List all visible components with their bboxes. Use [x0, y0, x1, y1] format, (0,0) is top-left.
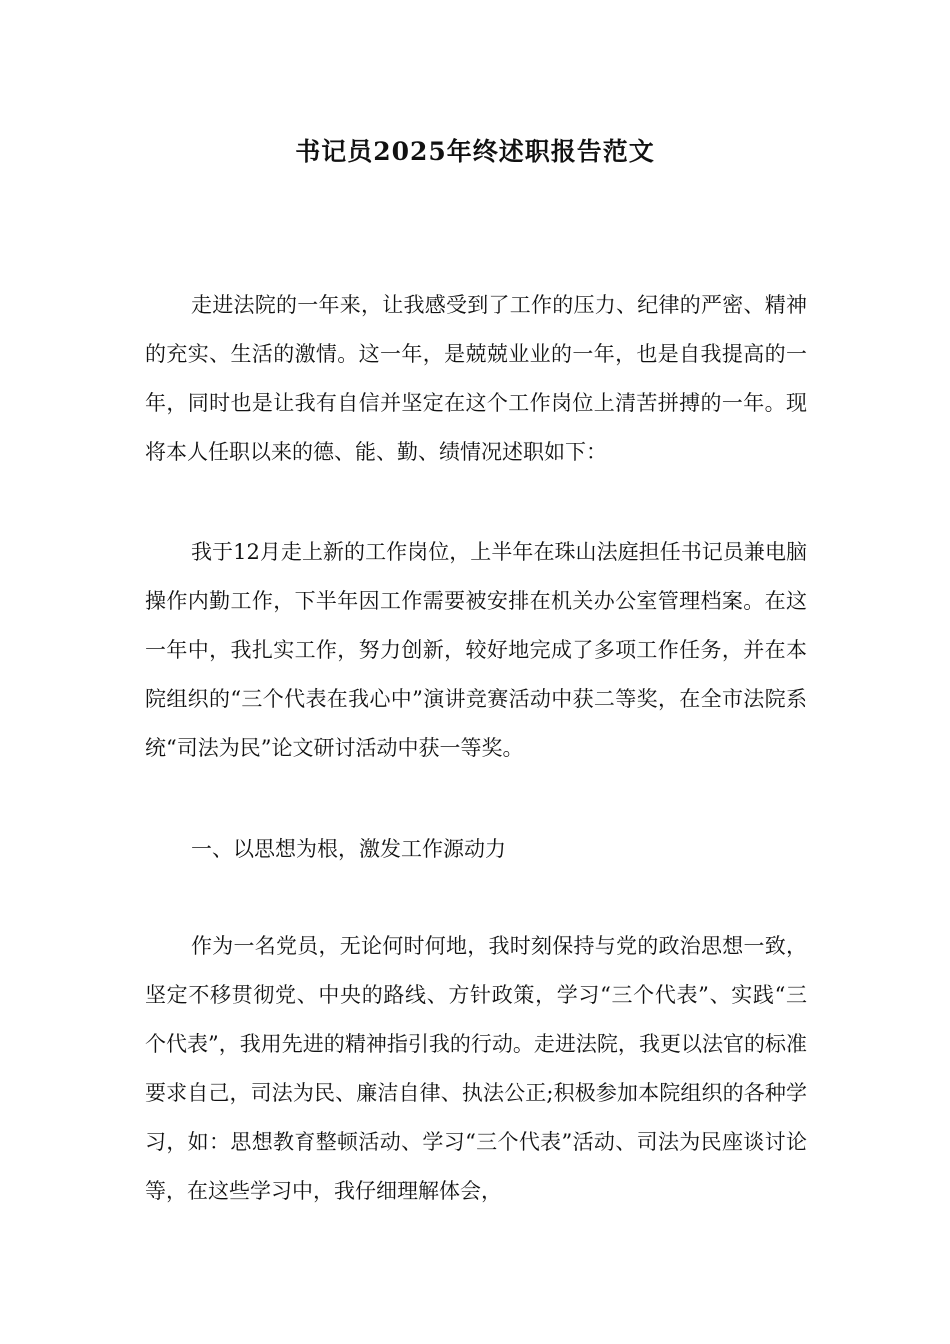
section-paragraph: 作为一名党员，无论何时何地，我时刻保持与党的政治思想一致，坚定不移贯彻党、中央的路线、方针政策，学习“三个代表”、实践“三个代表”，我用先进的精神指引我的行动。走进法院，我更以法官的标准要求自己，司法为民、廉洁自律、执法公正;积极参加本院组织的各种学习，如：思想教育整顿活动、学习“三个代表”活动、司法为民座谈讨论等，在这些学习中，我仔细理解体会，	[145, 934, 807, 1203]
document-title: 书记员2025年终述职报告范文	[295, 137, 655, 166]
intro-paragraph: 走进法院的一年来，让我感受到了工作的压力、纪律的严密、精神的充实、生活的激情。这一年，是兢兢业业的一年，也是自我提高的一年，同时也是让我有自信并坚定在这个工作岗位上清苦拼搏的一年。现将本人任职以来的德、能、勤、绩情况述职如下：	[145, 293, 807, 464]
section-heading: 一、以思想为根，激发工作源动力	[191, 837, 506, 861]
work-summary-paragraph: 我于12月走上新的工作岗位，上半年在珠山法庭担任书记员兼电脑操作内勤工作，下半年因工作需要被安排在机关办公室管理档案。在这一年中，我扎实工作，努力创新，较好地完成了多项工作任务，并在本院组织的“三个代表在我心中”演讲竞赛活动中获二等奖，在全市法院系统“司法为民”论文研讨活动中获一等奖。	[145, 540, 807, 760]
